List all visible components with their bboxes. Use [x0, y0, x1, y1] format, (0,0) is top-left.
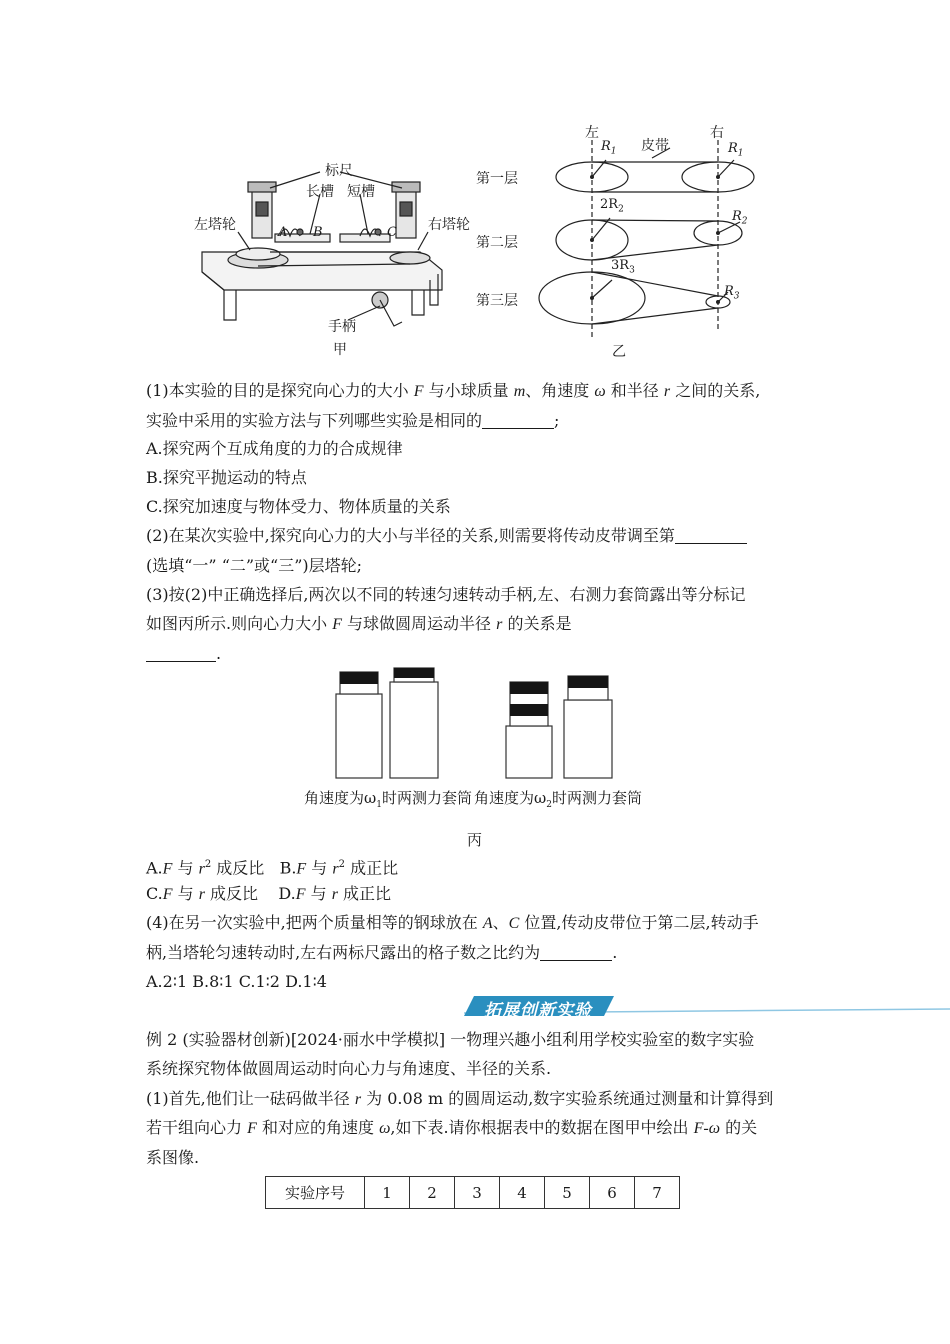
label-r2-right: $R_2$	[732, 209, 748, 227]
q2-line1: (2)在某次实验中,探究向心力的大小与半径的关系,则需要将传动皮带调至第	[146, 525, 747, 547]
label-r3-right: $R_3$	[724, 284, 740, 302]
q1-option-c: C.探究加速度与物体受力、物体质量的关系	[146, 497, 451, 516]
label-handle: 手柄	[328, 319, 356, 335]
q3-line2: 如图丙所示.则向心力大小 F 与球做圆周运动半径 r 的关系是	[146, 614, 572, 633]
q4-line1: (4)在另一次实验中,把两个质量相等的钢球放在 A、C 位置,传动皮带位于第二层,转动手	[146, 913, 759, 932]
label-layer1: 第一层	[476, 171, 518, 187]
q1-option-b: B.探究平抛运动的特点	[146, 468, 307, 487]
label-right: 右	[710, 125, 724, 141]
answer-blank-q4[interactable]	[540, 944, 612, 961]
ex2-line3: (1)首先,他们让一砝码做半径 r 为 0.08 m 的圆周运动,数字实验系统通过测量和计算得到	[146, 1089, 774, 1108]
q2-line2: (选填“一” “二”或“三”)层塔轮;	[146, 556, 363, 575]
sleeves-caption-w2: 角速度为$\omega_2$时两测力套筒	[474, 789, 642, 810]
label-long-slot: 长槽	[306, 184, 334, 200]
label-r3-left: $3R_3$	[611, 258, 635, 276]
section-banner-title: 拓展创新实验	[484, 1001, 592, 1021]
answer-blank-q1[interactable]	[482, 412, 554, 429]
label-layer2: 第二层	[476, 235, 518, 251]
label-r2-left: $2R_2$	[600, 197, 624, 215]
table-cell: 5	[545, 1177, 590, 1209]
q1-line1: (1)本实验的目的是探究向心力的大小 F 与小球质量 m、角速度 ω 和半径 r 之间的关系,	[146, 381, 761, 400]
answer-blank-q2[interactable]	[675, 527, 747, 544]
sleeves-figure	[320, 660, 660, 785]
q3-line3: .	[146, 643, 221, 665]
label-b: B	[313, 225, 323, 240]
sleeves-caption-w1: 角速度为$\omega_1$时两测力套筒	[304, 789, 472, 810]
figure-bing-caption: 丙	[467, 831, 483, 849]
table-cell: 7	[635, 1177, 680, 1209]
label-belt: 皮带	[641, 138, 669, 154]
answer-blank-q3[interactable]	[146, 645, 216, 662]
label-r1-right: $R_1$	[728, 141, 744, 159]
label-left-tower: 左塔轮	[194, 217, 236, 233]
q4-options: A.2∶1 B.8∶1 C.1∶2 D.1∶4	[146, 972, 327, 991]
label-left: 左	[585, 125, 599, 141]
ex2-line1: 例 2 (实验器材创新)[2024·丽水中学模拟] 一物理兴趣小组利用学校实验室的数字实验	[146, 1030, 755, 1049]
label-right-tower: 右塔轮	[428, 217, 470, 233]
q1-line2: 实验中采用的实验方法与下列哪些实验是相同的 ;	[146, 411, 560, 430]
label-r1-left: $R_1$	[601, 139, 617, 157]
label-scale: 标尺	[325, 163, 353, 179]
table-cell: 2	[410, 1177, 455, 1209]
q3-line1: (3)按(2)中正确选择后,两次以不同的转速匀速转动手柄,左、右测力套筒露出等分标记	[146, 585, 746, 604]
label-a: A	[278, 225, 288, 240]
ex2-line2: 系统探究物体做圆周运动时向心力与角速度、半径的关系.	[146, 1059, 552, 1078]
q3-options-ab: A.F 与 $r^2$ 成反比 B.F 与 $r^2$ 成正比	[146, 858, 399, 878]
ex2-line5: 系图像.	[146, 1148, 200, 1167]
tower-layers-figure	[530, 130, 770, 340]
ex2-line4: 若干组向心力 F 和对应的角速度 ω,如下表.请你根据表中的数据在图甲中绘出 F-ω 的关	[146, 1118, 758, 1137]
table-cell: 4	[500, 1177, 545, 1209]
table-cell: 1	[365, 1177, 410, 1209]
q3-options-cd: C.F 与 r 成反比 D.F 与 r 成正比	[146, 884, 392, 903]
table-row	[266, 1177, 680, 1209]
label-short-slot: 短槽	[347, 184, 375, 200]
data-table	[265, 1176, 680, 1209]
figure-jia-caption: 甲	[333, 342, 347, 358]
q1-option-a: A.探究两个互成角度的力的合成规律	[146, 439, 403, 458]
label-layer3: 第三层	[476, 293, 518, 309]
table-cell: 3	[455, 1177, 500, 1209]
figure-yi-caption: 乙	[612, 344, 626, 360]
label-c: C	[387, 225, 397, 240]
table-header-cell: 实验序号	[266, 1177, 365, 1209]
table-cell: 6	[590, 1177, 635, 1209]
q4-line2: 柄,当塔轮匀速转动时,左右两标尺露出的格子数之比约为 .	[146, 943, 618, 962]
